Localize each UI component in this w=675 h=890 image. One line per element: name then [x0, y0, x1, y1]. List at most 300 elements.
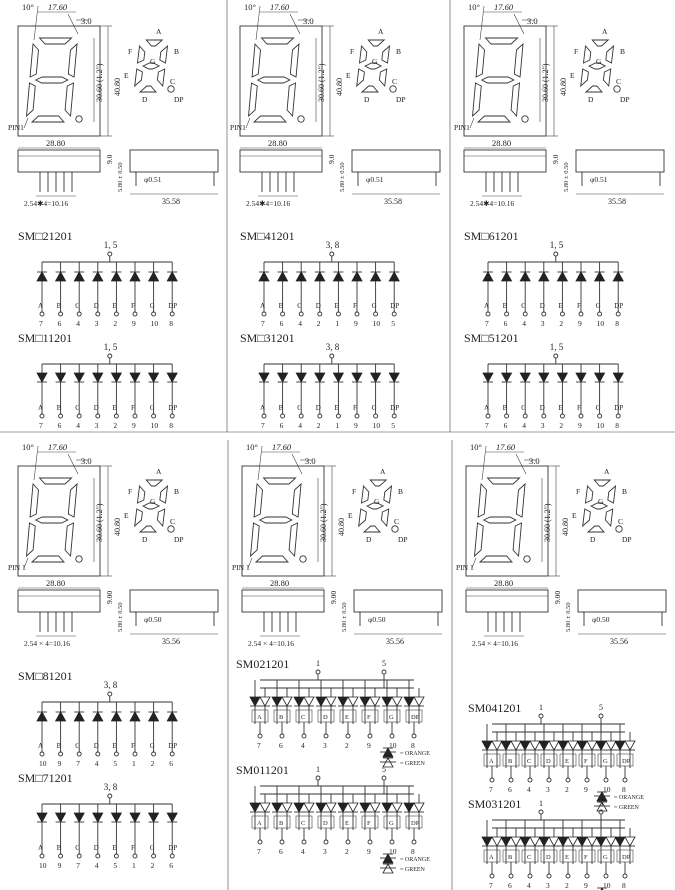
- pin-number: 4: [301, 741, 305, 750]
- pin-number: 9: [584, 881, 588, 890]
- segment-letter-e: E: [124, 71, 129, 80]
- segment-label: F: [584, 758, 588, 765]
- segment-label: D: [546, 758, 551, 765]
- segment-label: E: [565, 854, 569, 861]
- part-number: SM□31201: [240, 331, 295, 345]
- front-digit-outline: [27, 478, 83, 562]
- segment-map-digit: [135, 40, 174, 92]
- segment-led-pair: [501, 724, 521, 794]
- circuit-ca: [240, 331, 399, 430]
- segment-label: E: [565, 758, 569, 765]
- segment-led-pair: [294, 680, 314, 750]
- segment-label: E: [112, 844, 117, 852]
- dimension-pin-pitch: 2.54✱4=10.16: [470, 199, 515, 208]
- pin-number: 9: [578, 421, 582, 430]
- pin-number: 3: [546, 785, 550, 794]
- segment-label: A: [257, 820, 262, 827]
- segment-label: F: [577, 404, 581, 412]
- segment-letter-g: G: [596, 57, 602, 66]
- segment-led-pair: [338, 680, 358, 750]
- pin-number: 7: [76, 759, 80, 768]
- segment-led: [130, 262, 140, 328]
- common-pin-b: 5: [382, 659, 386, 668]
- segment-led-pair: [250, 786, 270, 856]
- circuit-ca: [464, 331, 623, 430]
- segment-label: E: [112, 302, 117, 310]
- pin-number: 7: [489, 881, 493, 890]
- pin1-label: PIN1: [454, 123, 470, 132]
- segment-led: [389, 262, 399, 328]
- segment-led: [296, 262, 306, 328]
- segment-led: [167, 804, 177, 870]
- panel-6: [456, 442, 666, 890]
- legend-green: = GREEN: [400, 761, 425, 767]
- pin-number: 4: [94, 861, 99, 870]
- segment-letter-b: B: [174, 47, 180, 56]
- pin-number: 3: [323, 741, 327, 750]
- side-view-right: [352, 150, 440, 172]
- segment-led: [149, 804, 159, 870]
- pin-number: 2: [150, 861, 155, 870]
- segment-led-pair: [558, 820, 578, 890]
- segment-letter-d: D: [366, 535, 372, 544]
- segment-label: E: [558, 404, 563, 412]
- pin-number: 9: [132, 319, 136, 328]
- segment-letter-c: C: [392, 77, 398, 86]
- pin-number: 2: [113, 421, 118, 430]
- segment-label: A: [489, 854, 494, 861]
- pin-number: 6: [503, 421, 508, 430]
- pin-number: 9: [584, 785, 588, 794]
- segment-letter-c: C: [170, 517, 176, 526]
- segment-led: [539, 262, 549, 328]
- segment-letter-c: C: [618, 517, 624, 526]
- dimension-side-height: 9.00: [105, 590, 114, 604]
- segment-label: G: [149, 404, 155, 412]
- segment-label: G: [603, 854, 608, 861]
- pin1-label: PIN1: [8, 123, 24, 132]
- display-body: [466, 466, 548, 576]
- pin-number: 7: [489, 785, 493, 794]
- part-number: SM□41201: [240, 229, 295, 243]
- segment-label: D: [323, 820, 328, 827]
- segment-led-pair: [482, 724, 502, 794]
- circuit-cc: [240, 229, 399, 328]
- pin1-label: PIN 1: [8, 563, 26, 572]
- segment-led-pair: [520, 724, 540, 794]
- circuit-bicolor: [468, 701, 644, 811]
- dimension-side-height: 9.00: [329, 590, 338, 604]
- segment-led: [520, 262, 530, 328]
- segment-letter-e: E: [124, 511, 129, 520]
- common-pin: 3, 8: [103, 782, 118, 792]
- segment-label: D: [539, 404, 545, 412]
- dimension-pin-length: 5.80 ± 0.50: [117, 162, 124, 192]
- segment-letter-c: C: [394, 517, 400, 526]
- decimal-point-icon: [524, 556, 530, 562]
- segment-led: [259, 262, 269, 328]
- dimension-pin-length: 5.80 ± 0.50: [339, 162, 346, 192]
- decimal-point-icon: [392, 526, 398, 532]
- decimal-point-icon: [168, 526, 174, 532]
- segment-label: F: [577, 302, 581, 310]
- segment-label: G: [149, 302, 155, 310]
- pin-number: 8: [615, 319, 619, 328]
- segment-led: [93, 702, 103, 768]
- dimension-digit-height: 30.60 (1.2"): [543, 503, 552, 542]
- segment-label: F: [131, 302, 135, 310]
- segment-label: E: [112, 742, 117, 750]
- dimension-pin-diameter: φ0.50: [592, 615, 610, 624]
- common-pin-b: 5: [599, 799, 603, 808]
- dimension-offset: 3.0: [527, 16, 538, 26]
- common-pin: 1, 5: [103, 342, 118, 352]
- pin-number: 2: [559, 319, 564, 328]
- pin-number: 10: [596, 421, 605, 430]
- pin-number: 1: [335, 421, 340, 430]
- pin-number: 4: [522, 421, 526, 430]
- segment-label: G: [149, 742, 155, 750]
- decimal-point-icon: [168, 86, 174, 92]
- dimension-pin-pitch: 2.54 × 4=10.16: [248, 639, 294, 648]
- segment-led: [557, 262, 567, 328]
- pin1-label: PIN 1: [456, 563, 474, 572]
- segment-led-pair: [316, 786, 336, 856]
- segment-label: C: [75, 404, 80, 412]
- pin-number: 4: [298, 421, 302, 430]
- dimension-offset: 3.0: [305, 456, 316, 466]
- segment-map-digit: [135, 480, 174, 532]
- segment-label: A: [260, 302, 266, 310]
- side-view-left: [242, 590, 324, 612]
- legend-green: = GREEN: [400, 867, 425, 873]
- pin-number: 1: [132, 759, 136, 768]
- pin-number: 8: [169, 319, 173, 328]
- pin-number: 8: [622, 785, 626, 794]
- part-number: SM□71201: [18, 771, 73, 785]
- segment-led: [149, 702, 159, 768]
- segment-label: G: [389, 820, 394, 827]
- segment-letter-c: C: [616, 77, 622, 86]
- decimal-point-icon: [616, 526, 622, 532]
- dimension-body-width: 28.80: [268, 138, 288, 148]
- segment-label: DP: [390, 302, 400, 310]
- segment-led: [74, 364, 84, 430]
- pin-number: 10: [39, 861, 47, 870]
- pin1-label: PIN 1: [232, 563, 250, 572]
- dimension-pin-diameter: φ0.50: [368, 615, 386, 624]
- pin-number: 7: [261, 319, 265, 328]
- segment-led-pair: [316, 680, 336, 750]
- segment-letter-dp: DP: [398, 535, 408, 544]
- display-body: [242, 466, 324, 576]
- pin-number: 6: [279, 741, 283, 750]
- segment-letter-a: A: [602, 27, 608, 36]
- segment-label: D: [93, 302, 99, 310]
- dimension-pin-pitch: 2.54 × 4=10.16: [24, 639, 70, 648]
- segment-letter-dp: DP: [174, 95, 184, 104]
- dimension-pin-pitch: 2.54 × 4=10.16: [472, 639, 518, 648]
- dimension-width-top: 17.60: [270, 2, 290, 12]
- segment-led: [278, 262, 288, 328]
- segment-label: G: [595, 302, 601, 310]
- segment-led-pair: [615, 724, 635, 794]
- segment-label: A: [38, 404, 44, 412]
- pin1-label: PIN1: [230, 123, 246, 132]
- segment-label: B: [56, 404, 62, 412]
- segment-letter-e: E: [570, 71, 575, 80]
- pin-number: 10: [372, 421, 381, 430]
- dimension-body-width: 28.80: [492, 138, 512, 148]
- segment-led: [149, 364, 159, 430]
- segment-led: [259, 364, 269, 430]
- dimension-side-height: 9.0: [105, 154, 114, 164]
- pin-number: 7: [257, 741, 261, 750]
- panel-3: [454, 2, 664, 430]
- pin-number: 9: [578, 319, 582, 328]
- pin-number: 9: [57, 759, 62, 768]
- segment-label: D: [546, 854, 551, 861]
- circuit-ca: [18, 331, 177, 430]
- segment-label: B: [278, 404, 284, 412]
- segment-led: [278, 364, 288, 430]
- segment-led: [352, 262, 362, 328]
- segment-led-pair: [338, 786, 358, 856]
- part-number: SM031201: [468, 797, 522, 811]
- segment-led: [149, 262, 159, 328]
- segment-led: [130, 702, 140, 768]
- pin-number: 4: [298, 319, 302, 328]
- pin-number: 4: [527, 881, 531, 890]
- segment-label: C: [297, 404, 302, 412]
- pin-number: 1: [132, 861, 136, 870]
- segment-led: [595, 262, 605, 328]
- pin-number: 10: [389, 847, 397, 856]
- segment-label: D: [323, 714, 328, 721]
- segment-label: G: [595, 404, 601, 412]
- segment-label: B: [278, 302, 284, 310]
- segment-led: [352, 364, 362, 430]
- pin-number: 6: [169, 861, 173, 870]
- segment-label: F: [584, 854, 588, 861]
- segment-letter-g: G: [374, 497, 380, 506]
- panel-1: [8, 2, 218, 430]
- segment-label: F: [131, 404, 135, 412]
- segment-label: D: [93, 742, 99, 750]
- segment-led: [296, 364, 306, 430]
- common-pin-b: 5: [382, 765, 386, 774]
- legend-green: = GREEN: [614, 805, 639, 811]
- segment-led: [37, 804, 47, 870]
- pin-number: 4: [76, 421, 80, 430]
- pin-number: 4: [76, 319, 80, 328]
- pin-number: 5: [113, 861, 118, 870]
- dimension-side-height: 9.0: [551, 154, 560, 164]
- pin-number: 10: [603, 785, 611, 794]
- circuit-cc: [18, 669, 177, 768]
- pin-number: 9: [57, 861, 62, 870]
- dimension-digit-height: 30.60 (1.2"): [317, 63, 326, 102]
- segment-label: DP: [411, 820, 420, 827]
- segment-led: [130, 804, 140, 870]
- dimension-pin-length: 5.80 ± 0.50: [117, 602, 124, 632]
- dimension-body-height: 40.80: [113, 518, 122, 536]
- pin-number: 8: [411, 847, 415, 856]
- pin-number: 3: [540, 319, 545, 328]
- display-body: [464, 26, 546, 136]
- part-number: SM□21201: [18, 229, 73, 243]
- segment-letter-f: F: [128, 47, 133, 56]
- segment-label: F: [131, 742, 135, 750]
- segment-label: A: [38, 844, 44, 852]
- segment-label: D: [315, 404, 321, 412]
- segment-label: B: [56, 302, 62, 310]
- segment-label: G: [389, 714, 394, 721]
- segment-led-pair: [360, 786, 380, 856]
- segment-letter-b: B: [396, 47, 402, 56]
- segment-letter-g: G: [372, 57, 378, 66]
- dimension-slant: 10°: [244, 2, 256, 12]
- dimension-pin-pitch: 2.54✱4=10.16: [24, 199, 69, 208]
- dimension-body-height: 40.80: [335, 78, 344, 96]
- segment-led: [502, 364, 512, 430]
- pin-number: 1: [335, 319, 340, 328]
- segment-letter-f: F: [350, 47, 355, 56]
- segment-label: B: [279, 714, 284, 721]
- segment-label: G: [371, 404, 377, 412]
- panel-2: [230, 2, 440, 430]
- display-body: [18, 466, 100, 576]
- segment-letter-f: F: [352, 487, 357, 496]
- segment-label: F: [367, 714, 371, 721]
- segment-label: DP: [390, 404, 400, 412]
- mechanical-drawing: [8, 2, 218, 208]
- segment-letter-dp: DP: [396, 95, 406, 104]
- segment-label: C: [297, 302, 302, 310]
- pin-number: 3: [94, 319, 99, 328]
- segment-letter-g: G: [150, 57, 156, 66]
- segment-label: G: [371, 302, 377, 310]
- dimension-width-top: 17.60: [48, 442, 68, 452]
- segment-label: D: [93, 404, 99, 412]
- mechanical-drawing: [8, 442, 218, 648]
- segment-label: B: [502, 302, 508, 310]
- side-view-left: [18, 590, 100, 612]
- segment-led-pair: [615, 820, 635, 890]
- dimension-length: 35.58: [162, 197, 180, 206]
- segment-letter-f: F: [128, 487, 133, 496]
- pin-number: 6: [279, 421, 284, 430]
- segment-label: A: [38, 302, 44, 310]
- pin-number: 10: [603, 881, 611, 890]
- part-number: SM041201: [468, 701, 522, 715]
- pin-number: 4: [94, 759, 99, 768]
- segment-letter-a: A: [156, 27, 162, 36]
- decimal-point-icon: [298, 116, 304, 122]
- pin-number: 9: [367, 847, 371, 856]
- segment-label: DP: [622, 854, 631, 861]
- pin-number: 3: [323, 847, 327, 856]
- segment-led: [93, 804, 103, 870]
- decimal-point-icon: [522, 116, 528, 122]
- common-pin-b: 5: [599, 703, 603, 712]
- segment-label: C: [527, 758, 532, 765]
- segment-led: [576, 262, 586, 328]
- dimension-body-height: 40.80: [337, 518, 346, 536]
- panel-4: [8, 442, 218, 870]
- segment-letter-e: E: [572, 511, 577, 520]
- pin-number: 10: [150, 421, 159, 430]
- segment-led-pair: [360, 680, 380, 750]
- part-number: SM□61201: [464, 229, 519, 243]
- legend-orange: = ORANGE: [400, 751, 430, 757]
- segment-letter-b: B: [620, 47, 626, 56]
- dimension-pin-length: 5.80 ± 0.50: [563, 162, 570, 192]
- dimension-body-width: 28.80: [494, 578, 514, 588]
- segment-led: [74, 804, 84, 870]
- dimension-length: 35.58: [384, 197, 402, 206]
- panel-5: [232, 442, 442, 873]
- segment-letter-dp: DP: [620, 95, 630, 104]
- pin-number: 2: [565, 785, 569, 794]
- segment-label: DP: [614, 302, 624, 310]
- dimension-digit-height: 30.60 (1.2"): [95, 63, 104, 102]
- segment-led: [557, 364, 567, 430]
- segment-label: C: [301, 714, 306, 721]
- dimension-body-width: 28.80: [270, 578, 290, 588]
- pin-number: 3: [540, 421, 545, 430]
- pin-number: 9: [354, 421, 358, 430]
- segment-led: [74, 262, 84, 328]
- dimension-slant: 10°: [22, 2, 34, 12]
- segment-label: DP: [411, 714, 420, 721]
- segment-led: [37, 364, 47, 430]
- common-pin-a: 1: [539, 703, 543, 712]
- dimension-offset: 3.0: [529, 456, 540, 466]
- side-view-right: [576, 150, 664, 172]
- segment-label: D: [315, 302, 321, 310]
- segment-map-digit: [357, 40, 396, 92]
- segment-led: [56, 262, 66, 328]
- segment-led: [56, 364, 66, 430]
- pin-number: 2: [345, 741, 349, 750]
- segment-letter-b: B: [398, 487, 404, 496]
- dimension-pin-length: 5.80 ± 0.50: [565, 602, 572, 632]
- side-view-right: [578, 590, 666, 612]
- segment-letter-d: D: [142, 535, 148, 544]
- dimension-pin-diameter: φ0.51: [366, 175, 384, 184]
- display-body: [18, 26, 100, 136]
- segment-label: E: [112, 404, 117, 412]
- segment-label: C: [521, 404, 526, 412]
- side-view-right: [130, 150, 218, 172]
- dimension-digit-height: 30.60 (1.2"): [541, 63, 550, 102]
- segment-letter-a: A: [604, 467, 610, 476]
- segment-letter-f: F: [574, 47, 579, 56]
- segment-label: DP: [168, 302, 178, 310]
- common-pin-a: 1: [539, 799, 543, 808]
- segment-letter-f: F: [576, 487, 581, 496]
- segment-letter-d: D: [364, 95, 370, 104]
- common-pin: 3, 8: [325, 240, 340, 250]
- segment-letter-g: G: [598, 497, 604, 506]
- segment-led-pair: [482, 820, 502, 890]
- legend-orange: = ORANGE: [400, 857, 430, 863]
- segment-led: [315, 364, 325, 430]
- segment-led: [539, 364, 549, 430]
- segment-label: D: [93, 844, 99, 852]
- segment-led-pair: [577, 724, 597, 794]
